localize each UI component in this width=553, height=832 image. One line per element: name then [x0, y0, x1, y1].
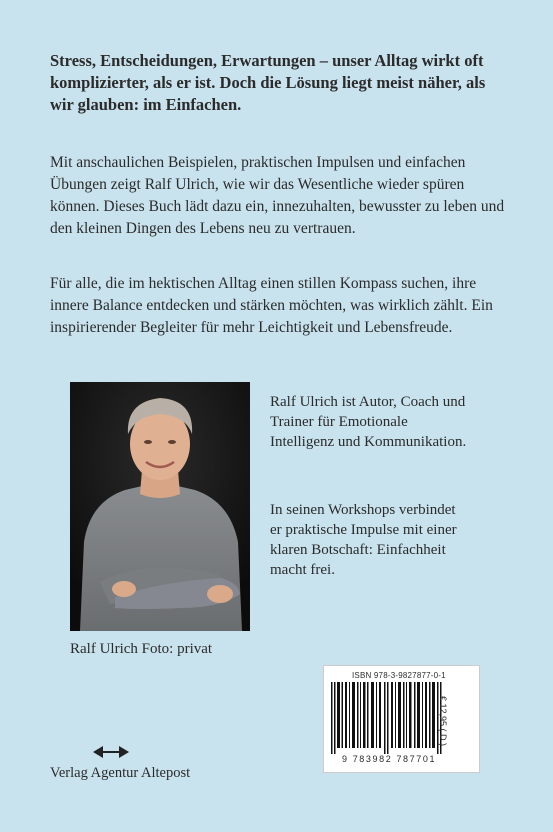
isbn-label: ISBN 978-3-9827877-0-1 — [352, 671, 446, 680]
isbn-barcode — [323, 665, 480, 773]
intro-text: Stress, Entscheidungen, Erwartungen – unser Alltag wirkt oft komplizierter, als er ist. Doch die Lösung liegt meist näher, als wir glauben: im Einfachen. — [50, 51, 486, 114]
barcode-bars — [331, 682, 443, 754]
publisher-logo-icon — [91, 745, 131, 759]
author-bio-2: In seinen Workshops verbindet er praktische Impulse mit einer klaren Botschaft: Einfachheit macht frei. — [270, 502, 457, 578]
author-bio-1: Ralf Ulrich ist Autor, Coach und Trainer für Emotionale Intelligenz und Kommunikation. — [270, 394, 467, 450]
description-paragraph-1: Mit anschaulichen Beispielen, praktischen Impulsen und einfachen Übungen zeigt Ralf Ulrich, wie wir das Wesentliche wieder spüren können. Dieses Buch lädt dazu ein, innezuhalten, bewusster zu leben und den kleinen Dingen des Lebens neu zu vertrauen. — [50, 154, 505, 237]
publisher-name: Verlag Agentur Altepost — [50, 765, 191, 781]
description-paragraph-2: Für alle, die im hektischen Alltag einen stillen Kompass suchen, ihre innere Balance entdecken und stärken möchten, was wirklich zählt. Ein inspirierender Begleiter für mehr Leichtigkeit und Lebensfreude. — [50, 275, 493, 336]
photo-caption: Ralf Ulrich Foto: privat — [70, 641, 213, 657]
barcode-digits: 9 783982 787701 — [342, 754, 437, 764]
author-photo — [70, 382, 250, 631]
price-label: € 12,95 ( D ) — [438, 696, 448, 747]
